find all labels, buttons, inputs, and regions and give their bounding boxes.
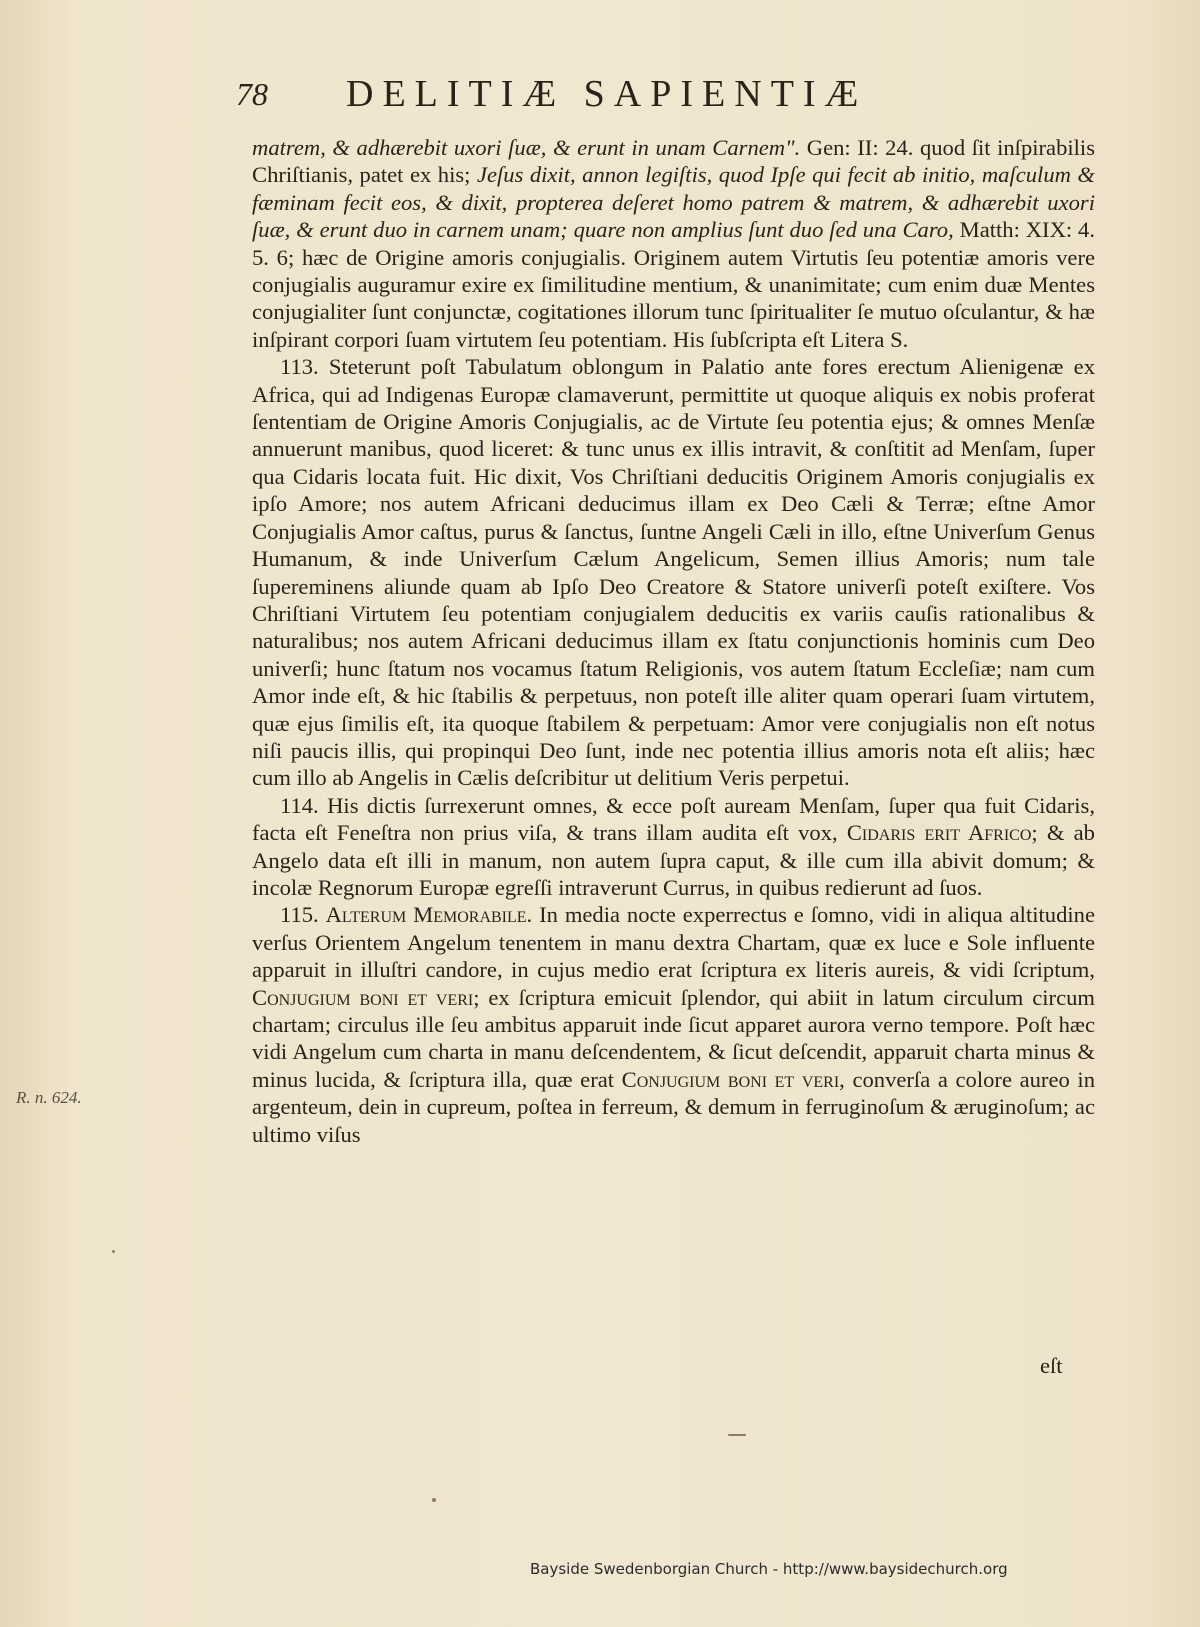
text-run: 114. His dictis ſurrexerunt omnes, & ecce poſt auream Menſam, ſuper qua fuit Cidaris, facta eſt Feneſtra non prius viſa, & trans illam audita eſt vox,: [252, 792, 1095, 846]
footer-credit-link[interactable]: Bayside Swedenborgian Church - http://www.baysidechurch.org: [530, 1560, 1008, 1578]
quote-text: Jeſus dixit, annon legiſtis, quod Ipſe qui fecit ab initio, maſculum & fæminam fecit eos, & dixit, propterea deſeret homo patrem & matrem, & adhærebit uxori ſuæ, & erunt duo in carnem unam; quare non amplius ſunt duo ſed una Caro,: [252, 162, 1096, 243]
page-header: [236, 70, 1096, 120]
page-number: 78: [236, 76, 268, 112]
text-run: In media nocte experrectus e ſomno, vidi in aliqua altitudine verſus Orientem Angelum tenentem in manu dextra Chartam, quæ ex luce e Sole influente apparuit in illuſtri candore, in cujus medio erat ſcriptura ex literis aureis, & vidi ſcriptum,: [252, 902, 1095, 983]
quote-text: matrem, & adhærebit uxori ſuæ, & erunt in unam Carnem".: [252, 135, 801, 160]
text-run: , converſa a colore aureo in argenteum, dein in cupreum, poſtea in ferreum, & demum in ferruginoſum & æruginoſum; ac ultimo viſus: [252, 1066, 1095, 1147]
small-caps-text: Conjugium boni et veri: [252, 984, 474, 1010]
running-title: DELITIÆ SAPIENTIÆ: [346, 73, 868, 115]
small-caps-text: Alterum Memorabile.: [325, 902, 533, 928]
catchword: eſt: [1040, 1353, 1063, 1378]
margin-note: R. n. 624.: [16, 1088, 82, 1107]
text-run: Matth: XIX: 4. 5. 6; hæc de Origine amoris conjugialis. Originem autem Virtutis ſeu potentiæ amoris vere conjugialis auguramur exire ex ſimilitudine mentium, & unanimitate; cum enim duæ Mentes conjugialiter ſunt conjunctæ, cogitationes illorum tunc ſpiritualiter ſe mutuo oſculantur, & hæ inſpirant corpori ſuam virtutem ſeu potentiam. His ſubſcripta eſt Litera S.: [252, 217, 1095, 352]
small-caps-text: Cidaris erit Africo: [846, 820, 1032, 846]
paragraph-113: 113. Steterunt poſt Tabulatum oblongum in Palatio ante fores erectum Alienigenæ ex Africa, qui ad Indigenas Europæ clamaverunt, permittite ut quoque aliquis ex nobis proferat ſententiam de Origine Amoris Conjugialis, ac de Virtute ſeu potentia ejus; & omnes Menſæ annuerunt manibus, quod liceret: & tunc unus ex illis intravit, & conſtitit ad Menſam, ſuper qua Cidaris locata fuit. Hic dixit, Vos Chriſtiani deducitis Originem Amoris conjugialis ex ipſo Amore; nos autem Africani deducimus illam ex Deo Cæli & Terræ; eſtne Amor Conjugialis Amor caſtus, purus & ſanctus, ſuntne Angeli Cæli in illo, eſtne Univerſum Genus Humanum, & inde Univerſum Cælum Angelicum, Semen illius Amoris; num tale ſupereminens aliunde quam ab Ipſo Deo Creatore & Statore univerſi poteſt exiſtere. Vos Chriſtiani Virtutem ſeu potentiam conjugialem deducitis ex variis cauſis rationalibus & naturalibus; nos autem Africani deducimus illam ex ſtatu conjunctionis hominis cum Deo univerſi; hunc ſtatum nos vocamus ſtatum Religionis, vos autem ſtatum Eccleſiæ; nam cum Amor inde eſt, & hic ſtabilis & perpetuus, non poteſt ille aliter quam operari ſuam virtutem, quæ ejus ſimilis eſt, ita quoque ſtabilem & perpetuam: Amor vere conjugialis non eſt notus niſi paucis illis, qui propinqui Deo ſunt, inde nec potentia illius amoris nota eſt aliis; hæc cum illo ab Angelis in Cælis deſcribitur ut delitium Veris perpetui.: [252, 354, 1095, 791]
text-run: ; ex ſcriptura emicuit ſplendor, qui abiit in latum circulum circum chartam; circulus ille ſeu ambitus apparuit inde ſicut apparet aurora verno tempore. Poſt hæc vidi Angelum cum charta in manu deſcendentem, & ſicut deſcendit, apparuit charta minus & minus lucida, & ſcriptura illa, quæ erat: [252, 984, 1095, 1092]
paper-speck: [112, 1250, 115, 1253]
text-run: 115.: [280, 902, 326, 928]
paragraph-continuation: [252, 134, 1095, 353]
text-run: Gen: II: 24. quod ſit inſpirabilis Chriſtianis, patet ex his;: [252, 135, 1096, 188]
paragraph-115: [252, 901, 1095, 1148]
paragraph-114: [252, 792, 1095, 902]
paper-speck: [728, 1434, 746, 1436]
small-caps-text: Conjugium boni et veri: [621, 1066, 840, 1092]
body-text: [252, 134, 1095, 1148]
paper-speck: [432, 1498, 436, 1502]
text-run: ; & ab Angelo data eſt illi in manum, non autem ſupra caput, & ille cum illa abivit domum; & incolæ Regnorum Europæ egreſſi intraverunt Currus, in quibus redierunt ad ſuos.: [252, 820, 1095, 900]
